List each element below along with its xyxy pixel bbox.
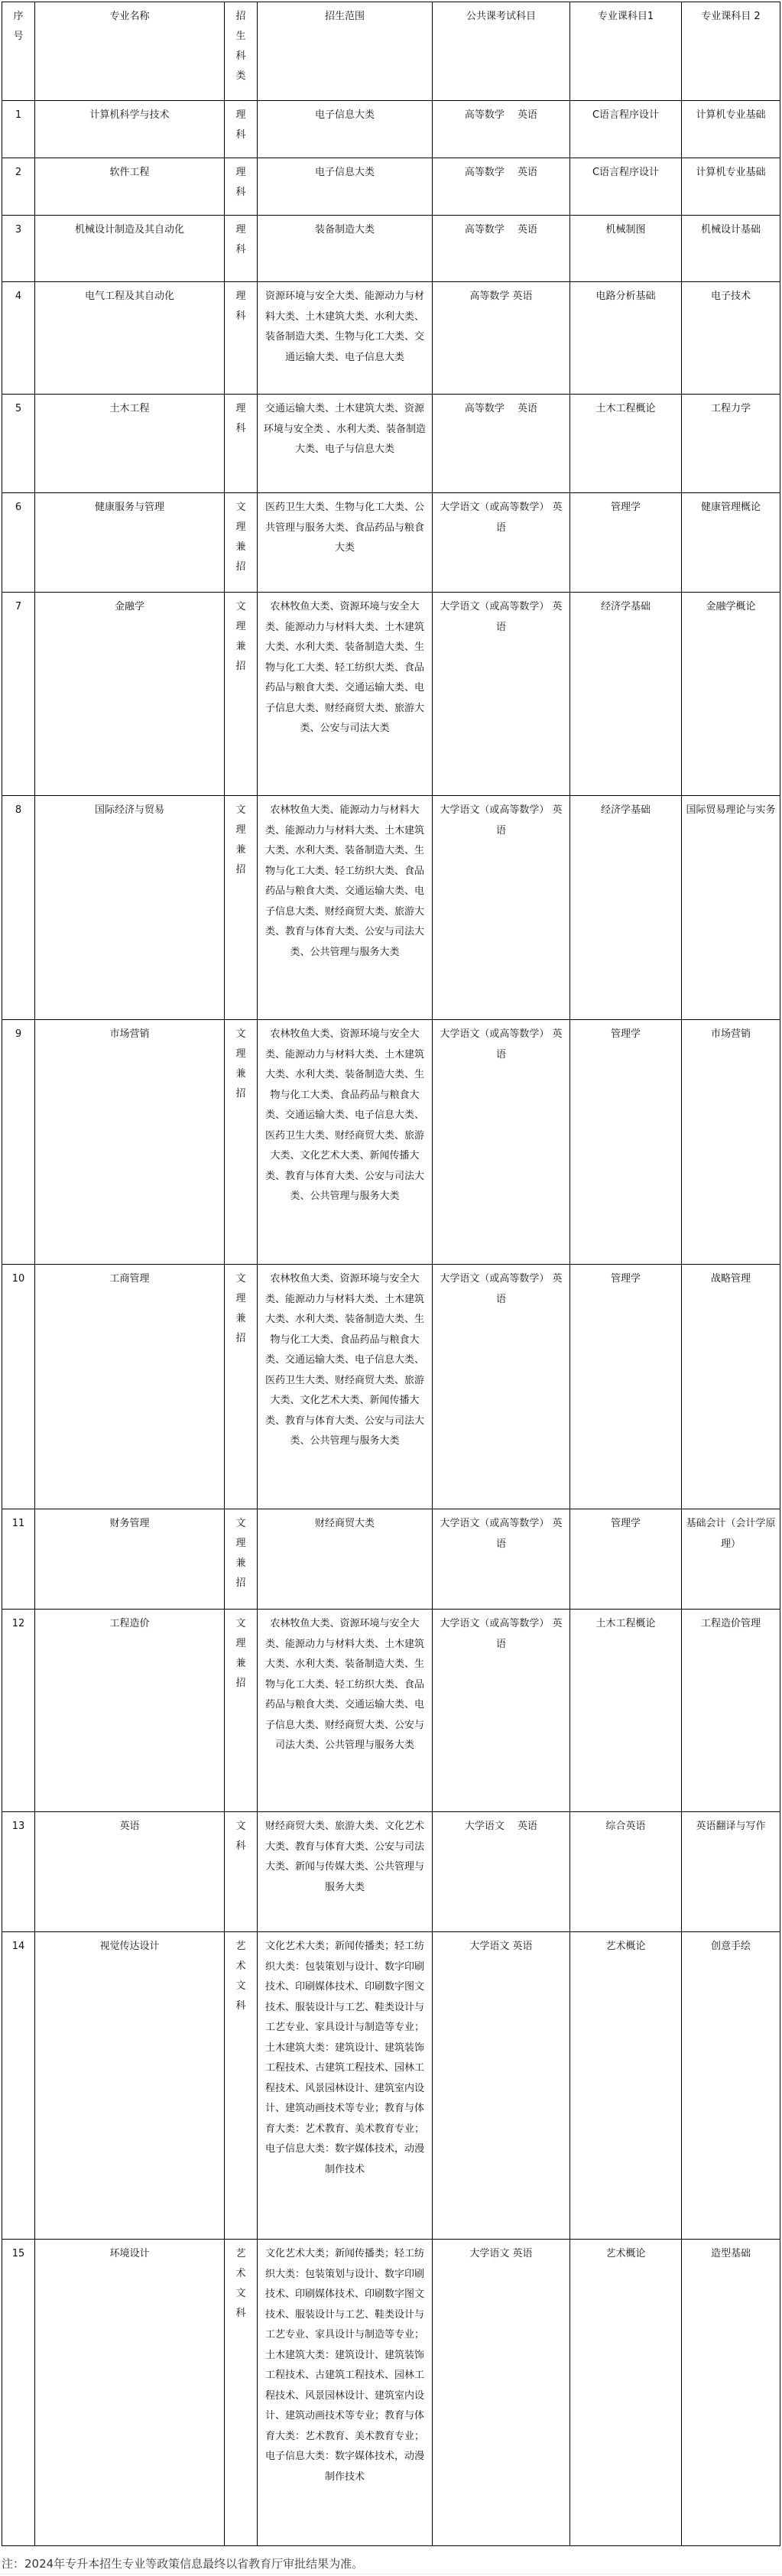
type-label: 文理兼招 <box>235 1028 246 1100</box>
cell-no: 11 <box>2 1509 35 1610</box>
type-label: 文理兼招 <box>235 804 246 875</box>
cell-subject2: 国际贸易理论与实务 <box>682 796 780 1020</box>
type-label: 文理兼招 <box>235 1618 246 1689</box>
cell-major: 土木工程 <box>35 395 225 493</box>
header-type: 招生科类 <box>225 2 258 101</box>
cell-subject1: 经济学基础 <box>570 796 682 1020</box>
cell-public-exam: 大学语文（或高等数学） 英语 <box>433 1265 570 1509</box>
cell-scope: 农林牧鱼大类、资源环境与安全大类、能源动力与材料大类、土木建筑大类、水利大类、装备制造大类、生物与化工大类、食品药品与粮食大类、交通运输大类、电子信息大类、医药卫生大类、财经商贸大类、旅游大类、文化艺术大类、新闻传播大类、教育与体育大类、公安与司法大类、公共管理与服务大类 <box>258 1020 433 1265</box>
footnote: 注：2024年专升本招生专业等政策信息最终以省教育厅审批结果为准。 <box>2 2557 364 2571</box>
table-row <box>2 216 780 282</box>
cell-no: 10 <box>2 1265 35 1509</box>
cell-no: 4 <box>2 282 35 395</box>
cell-subject2: 机械设计基础 <box>682 216 780 282</box>
cell-subject2: 金融学概论 <box>682 593 780 796</box>
cell-subject2: 战略管理 <box>682 1265 780 1509</box>
cell-public-exam: 大学语文（或高等数学） 英语 <box>433 1020 570 1265</box>
cell-no: 9 <box>2 1020 35 1265</box>
table-row <box>2 796 780 1020</box>
cell-major: 市场营销 <box>35 1020 225 1265</box>
cell-type <box>225 395 258 493</box>
type-label: 文科 <box>235 1821 246 1852</box>
cell-scope: 农林牧鱼大类、能源动力与材料大类、能源动力与材料大类、土木建筑大类、水利大类、装备制造大类、生物与化工大类、轻工纺织大类、食品药品与粮食大类、交通运输大类、电子信息大类、财经商贸大类、旅游大类、教育与体育大类、公安与司法大类、公共管理与服务大类 <box>258 796 433 1020</box>
table-row <box>2 158 780 216</box>
cell-subject2: 创意手绘 <box>682 1932 780 2240</box>
type-label: 文理兼招 <box>235 601 246 672</box>
cell-public-exam: 大学语文 英语 <box>433 2240 570 2546</box>
table-header-row <box>2 2 780 101</box>
cell-subject1: 土木工程概论 <box>570 1610 682 1812</box>
cell-no: 5 <box>2 395 35 493</box>
cell-no: 3 <box>2 216 35 282</box>
cell-no: 14 <box>2 1932 35 2240</box>
cell-major: 工程造价 <box>35 1610 225 1812</box>
cell-major: 环境设计 <box>35 2240 225 2546</box>
type-label: 理科 <box>235 167 246 198</box>
cell-no: 8 <box>2 796 35 1020</box>
cell-subject2: 基础会计（会计学原理） <box>682 1509 780 1610</box>
cell-type <box>225 158 258 216</box>
cell-type <box>225 1932 258 2240</box>
cell-subject1: 艺术概论 <box>570 1932 682 2240</box>
type-label: 艺术文科 <box>235 2248 246 2319</box>
cell-subject1: 机械制图 <box>570 216 682 282</box>
cell-public-exam: 大学语文 英语 <box>433 1812 570 1932</box>
cell-type <box>225 1509 258 1610</box>
cell-scope: 交通运输大类、土木建筑大类、资源环境与安全类 、水利大类、装备制造大类、电子与信息大类 <box>258 395 433 493</box>
cell-scope: 农林牧鱼大类、资源环境与安全大类、能源动力与材料大类、土木建筑大类、水利大类、装备制造大类、生物与化工大类、轻工纺织大类、食品药品与粮食大类、交通运输大类、电子信息大类、财经商贸大类、旅游大类、公安与司法大类 <box>258 593 433 796</box>
cell-public-exam: 大学语文（或高等数学） 英语 <box>433 1610 570 1812</box>
cell-public-exam: 大学语文（或高等数学） 英语 <box>433 796 570 1020</box>
cell-subject1: 管理学 <box>570 1509 682 1610</box>
cell-subject2: 市场营销 <box>682 1020 780 1265</box>
cell-scope: 财经商贸大类 <box>258 1509 433 1610</box>
cell-type <box>225 493 258 593</box>
cell-major: 财务管理 <box>35 1509 225 1610</box>
cell-subject2: 工程造价管理 <box>682 1610 780 1812</box>
header-scope: 招生范围 <box>258 2 433 101</box>
cell-no: 13 <box>2 1812 35 1932</box>
header-subject2: 专业课科目 2 <box>682 2 780 101</box>
cell-major: 软件工程 <box>35 158 225 216</box>
cell-subject2: 造型基础 <box>682 2240 780 2546</box>
cell-scope: 资源环境与安全大类、能源动力与材料大类、土木建筑大类、水利大类、装备制造大类、生物与化工大类、交通运输大类、电子信息大类 <box>258 282 433 395</box>
cell-type <box>225 796 258 1020</box>
type-label: 理科 <box>235 224 246 255</box>
cell-type <box>225 1020 258 1265</box>
cell-major: 英语 <box>35 1812 225 1932</box>
cell-major: 机械设计制造及其自动化 <box>35 216 225 282</box>
cell-public-exam: 大学语文（或高等数学） 英语 <box>433 493 570 593</box>
cell-subject2: 计算机专业基础 <box>682 158 780 216</box>
cell-subject1: 电路分析基础 <box>570 282 682 395</box>
cell-type <box>225 593 258 796</box>
cell-public-exam: 大学语文 英语 <box>433 1932 570 2240</box>
cell-subject2: 工程力学 <box>682 395 780 493</box>
type-label: 理科 <box>235 403 246 434</box>
header-no: 序号 <box>2 2 35 101</box>
cell-no: 2 <box>2 158 35 216</box>
cell-no: 6 <box>2 493 35 593</box>
cell-no: 15 <box>2 2240 35 2546</box>
cell-public-exam: 高等数学 英语 <box>433 216 570 282</box>
cell-public-exam: 高等数学 英语 <box>433 101 570 158</box>
cell-subject1: 艺术概论 <box>570 2240 682 2546</box>
cell-subject1: C语言程序设计 <box>570 101 682 158</box>
cell-no: 1 <box>2 101 35 158</box>
table-row <box>2 1265 780 1509</box>
table-row <box>2 493 780 593</box>
cell-subject1: 土木工程概论 <box>570 395 682 493</box>
cell-subject1: C语言程序设计 <box>570 158 682 216</box>
cell-scope: 医药卫生大类、生物与化工大类、公共管理与服务大类、食品药品与粮食大类 <box>258 493 433 593</box>
cell-public-exam: 高等数学 英语 <box>433 158 570 216</box>
cell-subject1: 管理学 <box>570 493 682 593</box>
header-public: 公共课考试科目 <box>433 2 570 101</box>
cell-major: 视觉传达设计 <box>35 1932 225 2240</box>
table-row <box>2 1610 780 1812</box>
table-row <box>2 282 780 395</box>
cell-scope: 财经商贸大类、旅游大类、文化艺术大类、教育与体育大类、公安与司法大类、新闻与传媒大类、公共管理与服务大类 <box>258 1812 433 1932</box>
cell-scope: 农林牧鱼大类、资源环境与安全大类、能源动力与材料大类、土木建筑大类、水利大类、装备制造大类、生物与化工大类、食品药品与粮食大类、交通运输大类、电子信息大类、医药卫生大类、财经商贸大类、旅游大类、文化艺术大类、新闻传播大类、教育与体育大类、公安与司法大类、公共管理与服务大类 <box>258 1265 433 1509</box>
header-subject1: 专业课科目1 <box>570 2 682 101</box>
type-label: 文理兼招 <box>235 502 246 573</box>
table-row <box>2 593 780 796</box>
cell-major: 国际经济与贸易 <box>35 796 225 1020</box>
cell-subject1: 综合英语 <box>570 1812 682 1932</box>
type-label: 文理兼招 <box>235 1518 246 1589</box>
cell-subject1: 经济学基础 <box>570 593 682 796</box>
cell-subject2: 电子技术 <box>682 282 780 395</box>
table-row <box>2 1509 780 1610</box>
cell-public-exam: 高等数学 英语 <box>433 395 570 493</box>
cell-public-exam: 高等数学 英语 <box>433 282 570 395</box>
table-row <box>2 101 780 158</box>
cell-type <box>225 1265 258 1509</box>
cell-subject1: 管理学 <box>570 1265 682 1509</box>
table-row <box>2 395 780 493</box>
table-row <box>2 2240 780 2546</box>
cell-scope: 文化艺术大类；新闻传播类；轻工纺织大类：包装策划与设计、数字印刷技术、印刷媒体技术、印刷数字图文技术、服装设计与工艺、鞋类设计与工艺专业、家具设计与制造等专业；土木建筑大类：建筑设计、建筑装饰工程技术、古建筑工程技术、园林工程技术、风景园林设计、建筑室内设计、建筑动画技术等专业；教育与体育大类：艺术教育、美术教育专业；电子信息大类：数字媒体技术，动漫制作技术 <box>258 2240 433 2546</box>
cell-scope: 装备制造大类 <box>258 216 433 282</box>
cell-type <box>225 2240 258 2546</box>
type-label: 艺术文科 <box>235 1941 246 2012</box>
cell-type <box>225 1610 258 1812</box>
cell-subject1: 管理学 <box>570 1020 682 1265</box>
cell-subject2: 健康管理概论 <box>682 493 780 593</box>
cell-no: 7 <box>2 593 35 796</box>
cell-subject2: 英语翻译与写作 <box>682 1812 780 1932</box>
table-row <box>2 1812 780 1932</box>
cell-type <box>225 216 258 282</box>
cell-public-exam: 大学语文（或高等数学） 英语 <box>433 593 570 796</box>
cell-major: 计算机科学与技术 <box>35 101 225 158</box>
cell-type <box>225 1812 258 1932</box>
admissions-table <box>2 2 780 2546</box>
cell-no: 12 <box>2 1610 35 1812</box>
cell-scope: 农林牧鱼大类、资源环境与安全大类、能源动力与材料大类、土木建筑大类、水利大类、装备制造大类、生物与化工大类、轻工纺织大类、食品药品与粮食大类、交通运输大类、电子信息大类、财经商贸大类、公安与司法大类、公共管理与服务大类 <box>258 1610 433 1812</box>
cell-scope: 电子信息大类 <box>258 101 433 158</box>
cell-major: 健康服务与管理 <box>35 493 225 593</box>
type-label: 文理兼招 <box>235 1273 246 1344</box>
type-label: 理科 <box>235 109 246 141</box>
table-row <box>2 1020 780 1265</box>
cell-type <box>225 282 258 395</box>
cell-major: 工商管理 <box>35 1265 225 1509</box>
cell-scope: 电子信息大类 <box>258 158 433 216</box>
cell-major: 金融学 <box>35 593 225 796</box>
cell-scope: 文化艺术大类；新闻传播类；轻工纺织大类：包装策划与设计、数字印刷技术、印刷媒体技术、印刷数字图文技术、服装设计与工艺、鞋类设计与工艺专业、家具设计与制造等专业；土木建筑大类：建筑设计、建筑装饰工程技术、古建筑工程技术、园林工程技术、风景园林设计、建筑室内设计、建筑动画技术等专业；教育与体育大类：艺术教育、美术教育专业；电子信息大类：数字媒体技术，动漫制作技术 <box>258 1932 433 2240</box>
cell-public-exam: 大学语文（或高等数学） 英语 <box>433 1509 570 1610</box>
cell-type <box>225 101 258 158</box>
header-major: 专业名称 <box>35 2 225 101</box>
cell-subject2: 计算机专业基础 <box>682 101 780 158</box>
table-row <box>2 1932 780 2240</box>
type-label: 理科 <box>235 291 246 322</box>
cell-major: 电气工程及其自动化 <box>35 282 225 395</box>
